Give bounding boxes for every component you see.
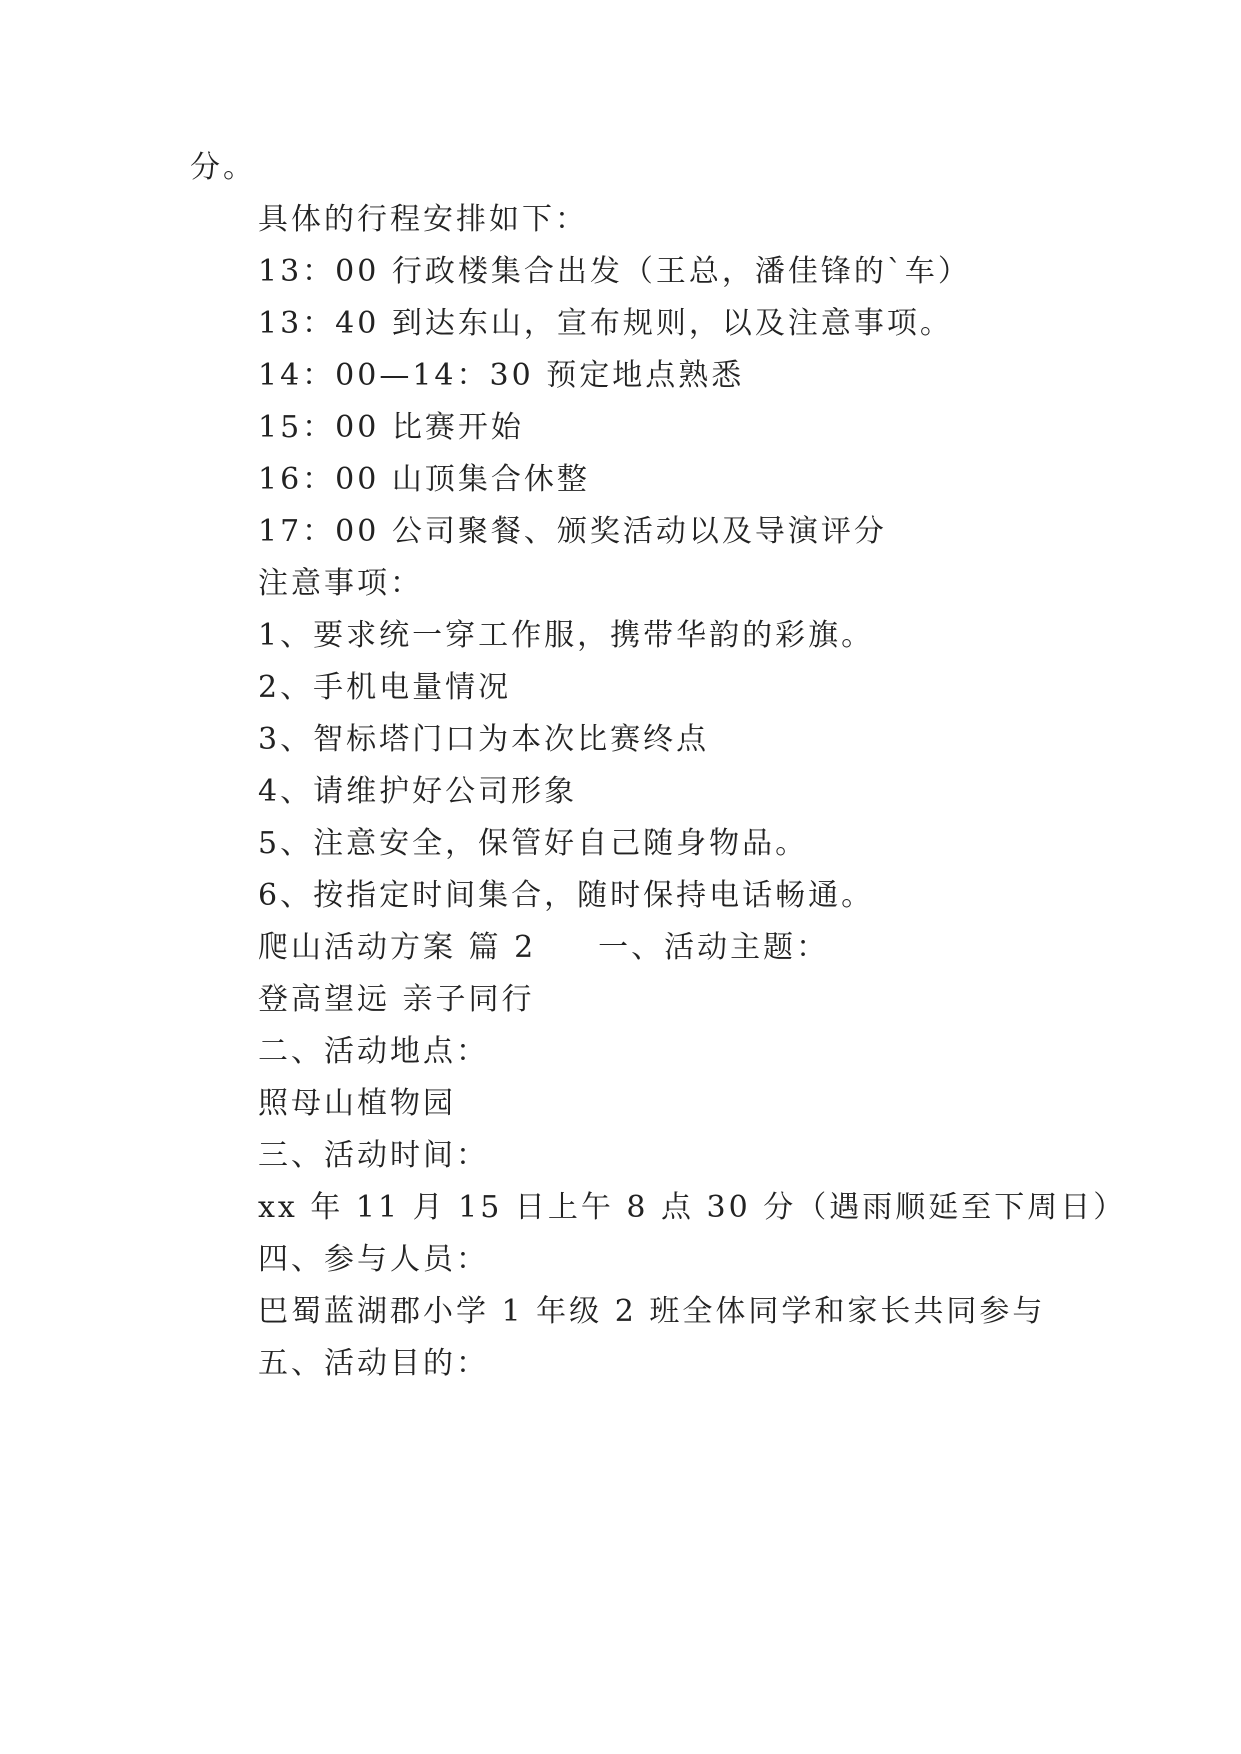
note-item: 1、要求统一穿工作服，携带华韵的彩旗。	[258, 618, 875, 653]
continuation-text: 分。	[190, 150, 256, 185]
note-item: 2、手机电量情况	[258, 670, 512, 705]
notes-title: 注意事项：	[258, 566, 423, 601]
note-item: 5、注意安全，保管好自己随身物品。	[258, 826, 809, 861]
location-text: 照母山植物园	[258, 1086, 456, 1121]
schedule-item: 16：00 山顶集合休整	[258, 462, 590, 497]
note-item: 6、按指定时间集合，随时保持电话畅通。	[258, 878, 875, 913]
purpose-label: 五、活动目的：	[258, 1346, 489, 1381]
note-item: 4、请维护好公司形象	[258, 774, 578, 809]
schedule-item: 15：00 比赛开始	[258, 410, 524, 445]
schedule-item: 14：00—14：30 预定地点熟悉	[258, 358, 745, 393]
theme-label: 一、活动主题：	[598, 930, 830, 965]
section2-heading: 爬山活动方案 篇 2	[258, 930, 537, 965]
theme-text: 登高望远 亲子同行	[258, 982, 535, 1017]
section2-heading-line	[258, 928, 829, 968]
schedule-item: 13：40 到达东山，宣布规则，以及注意事项。	[258, 306, 953, 341]
participants-text: 巴蜀蓝湖郡小学 1 年级 2 班全体同学和家长共同参与	[258, 1294, 1046, 1329]
time-label: 三、活动时间：	[258, 1138, 489, 1173]
note-item: 3、智标塔门口为本次比赛终点	[258, 722, 710, 757]
participants-label: 四、参与人员：	[258, 1242, 489, 1277]
schedule-title: 具体的行程安排如下：	[258, 202, 588, 237]
location-label: 二、活动地点：	[258, 1034, 489, 1069]
time-text: xx 年 11 月 15 日上午 8 点 30 分（遇雨顺延至下周日）	[258, 1190, 1127, 1225]
schedule-item: 17：00 公司聚餐、颁奖活动以及导演评分	[258, 514, 887, 549]
schedule-item: 13：00 行政楼集合出发（王总，潘佳锋的`车）	[258, 254, 971, 289]
